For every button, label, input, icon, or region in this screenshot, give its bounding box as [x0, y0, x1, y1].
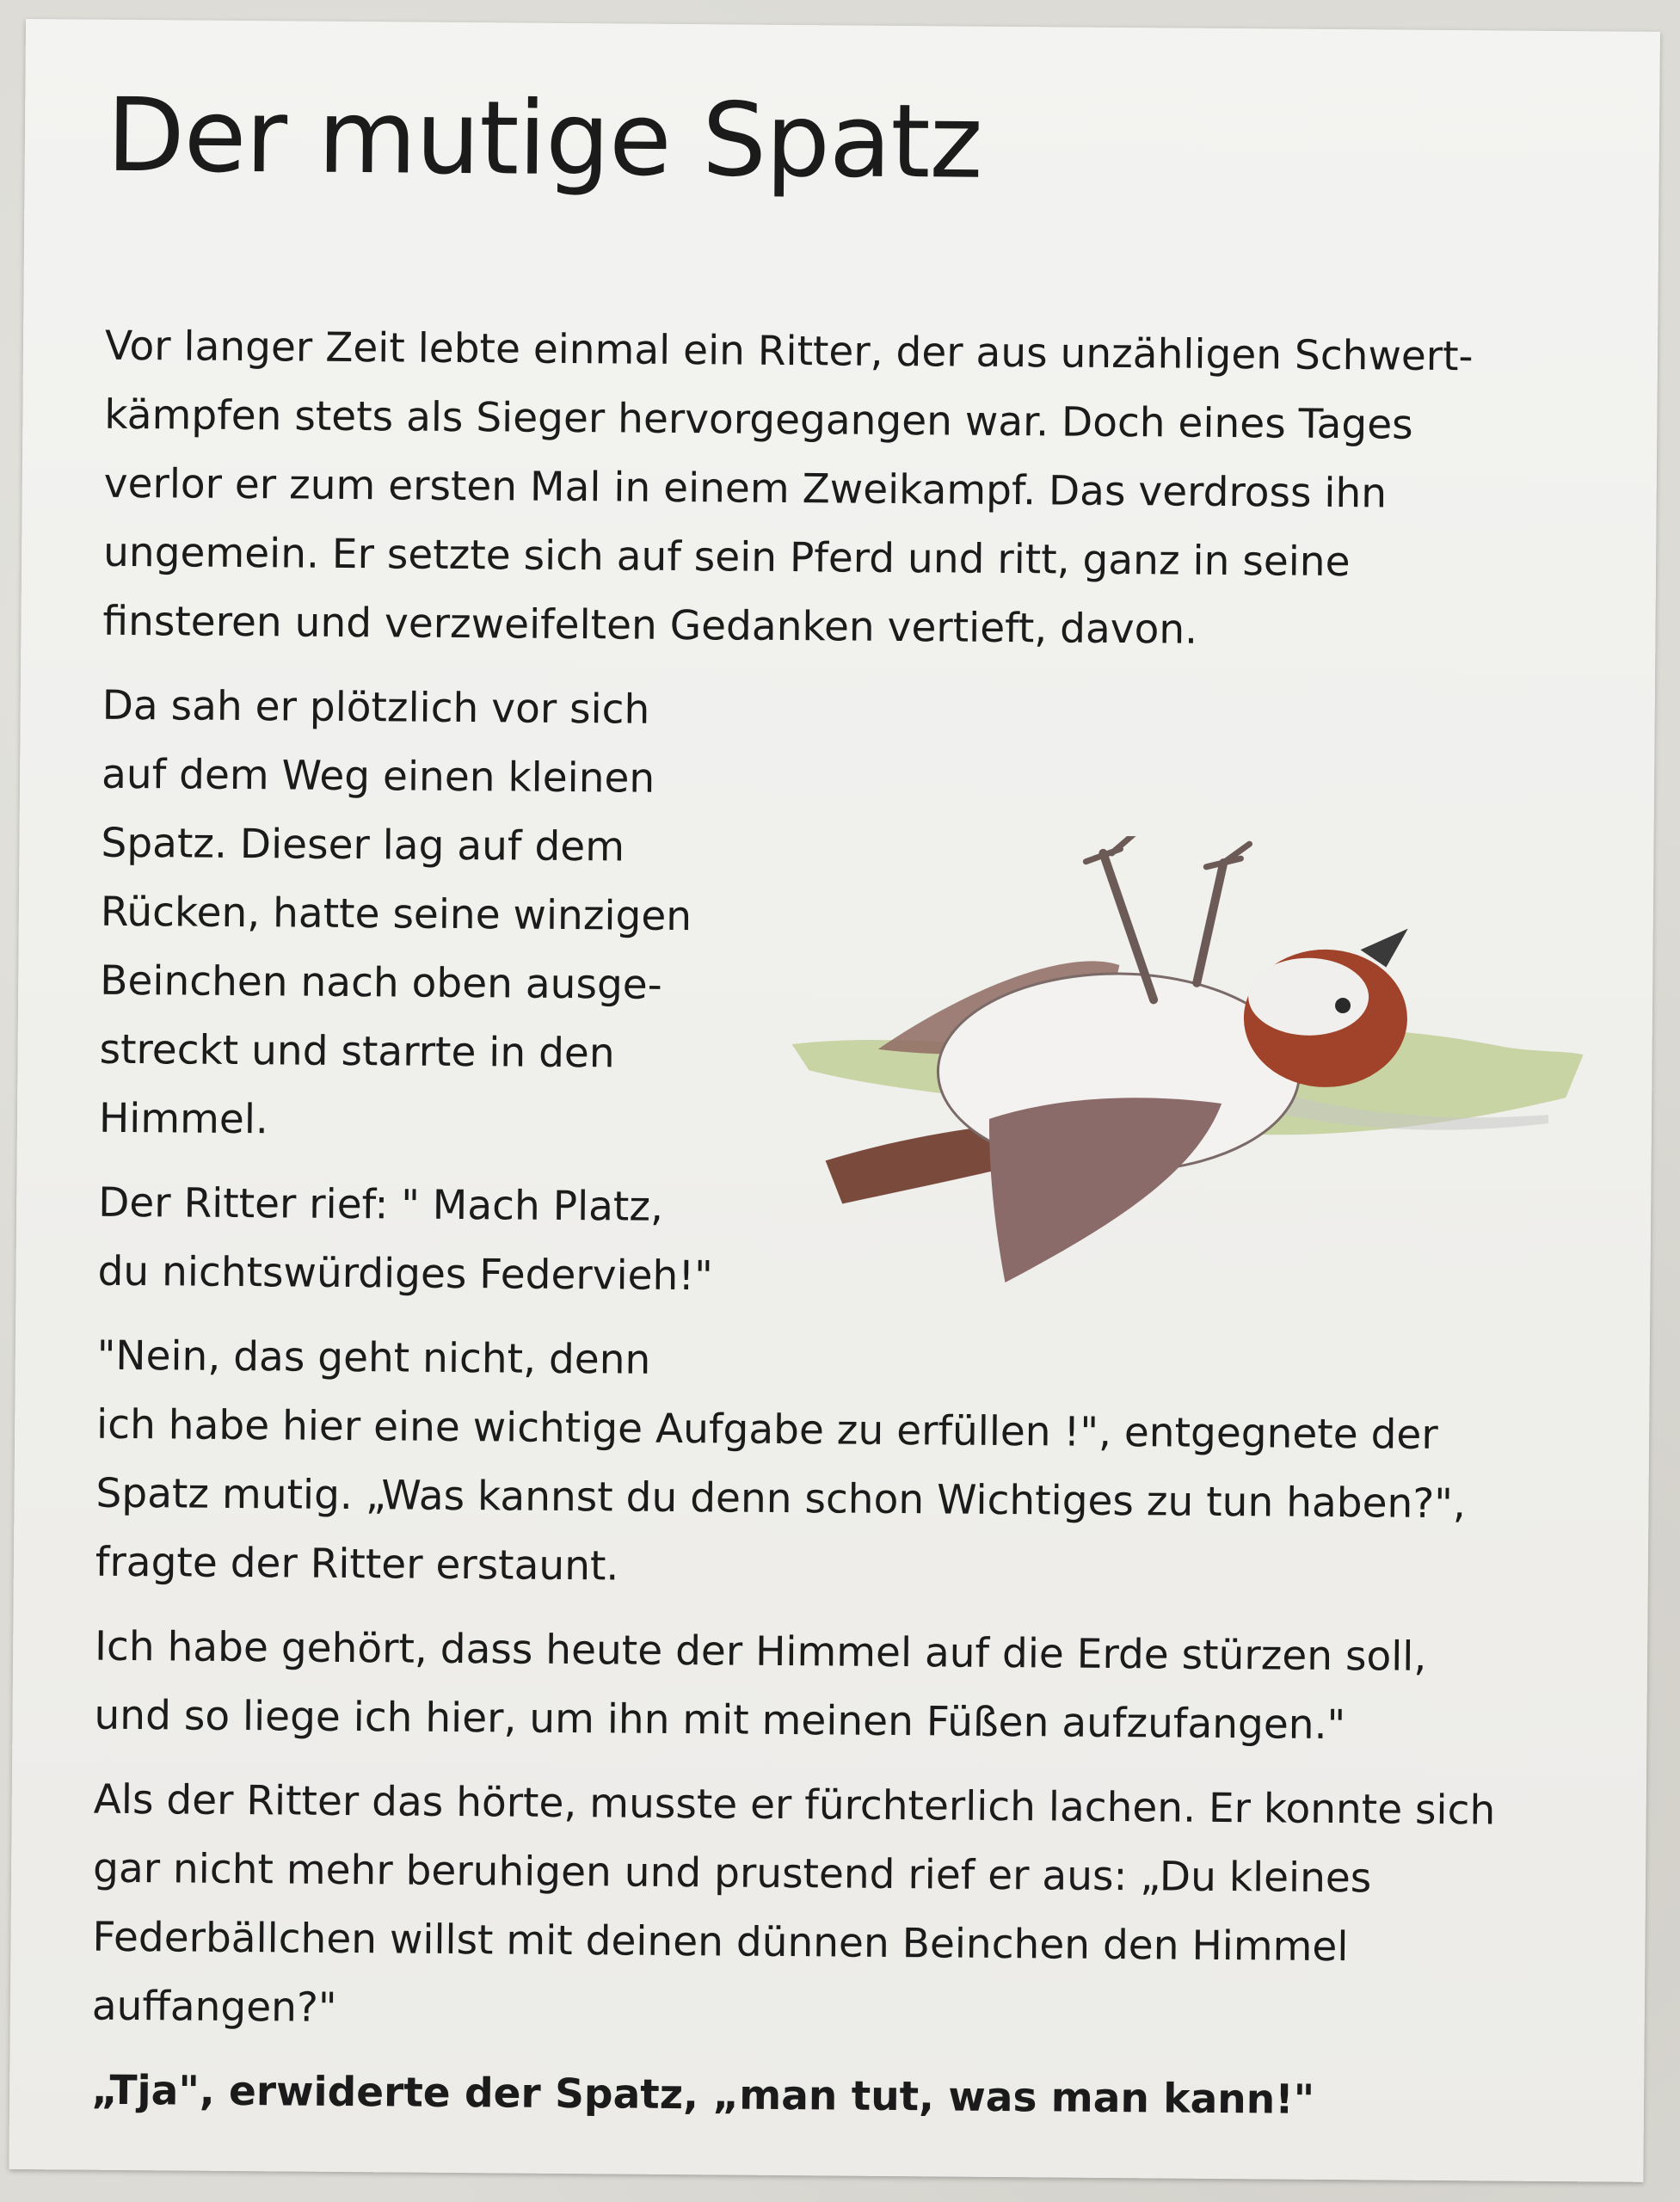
story-title: Der mutige Spatz: [106, 75, 983, 201]
paragraph-closing: „Tja", erwiderte der Spatz, „man tut, was man kann!": [90, 2066, 1315, 2124]
paragraph-intro: Vor langer Zeit lebte einmal ein Ritter, der aus unzähligen Schwert- kämpfen stets als Sieger hervorgegangen war. Doch eines Tages verlor er zum ersten Mal in einem Zweikampf. Das verdross ihn ungemein. Er setzte sich auf sein Pferd und ritt, ganz in seine finsteren und verzweifelten Gedanken vertieft, davon.: [102, 322, 1474, 654]
paper-sheet: [9, 19, 1660, 2182]
paragraph-sparrow-reply: "Nein, das geht nicht, denn ich habe hier eine wichtige Aufgabe zu erfüllen !", entgegnete der Spatz mutig. „Was kannst du denn schon Wichtiges zu tun haben?", fragte der Ritter erstaunt.: [95, 1332, 1467, 1590]
sparrow-on-back-illustration: [790, 833, 1585, 1321]
paragraph-knight-call: Der Ritter rief: " Mach Platz, du nichtswürdiges Federvieh!": [97, 1178, 714, 1301]
paragraph-laugh: Als der Ritter das hörte, musste er fürchterlich lachen. Er konnte sich gar nicht mehr beruhigen und prustend rief er aus: „Du kleines Federbällchen willst mit deinen dünnen Beinchen den Himmel auffangen?": [91, 1775, 1496, 2032]
eye-shape: [1335, 998, 1351, 1013]
lower-wing-shape: [988, 1097, 1222, 1284]
paragraph-sky: Ich habe gehört, dass heute der Himmel auf die Erde stürzen soll, und so liege ich hier, um ihn mit meinen Füßen aufzufangen.": [94, 1622, 1427, 1749]
paragraph-sparrow: Da sah er plötzlich vor sich auf dem Weg einen kleinen Spatz. Dieser lag auf dem Rücken, hatte seine winzigen Beinchen nach oben ausge- streckt und starrte in den Himmel.: [98, 681, 692, 1144]
